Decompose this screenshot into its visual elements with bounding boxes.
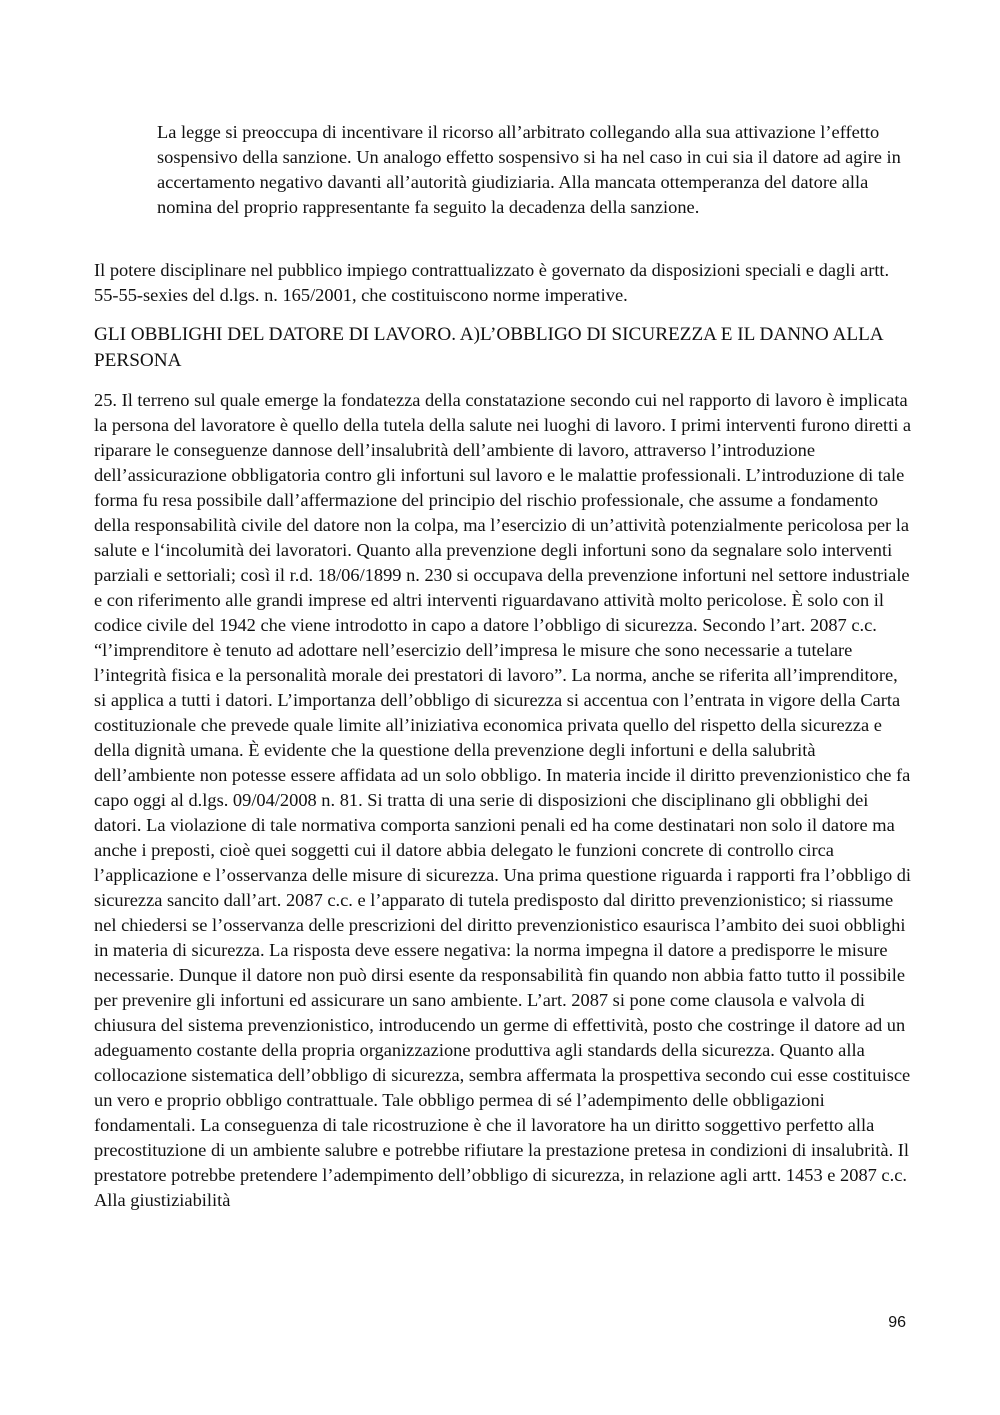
section-heading: GLI OBBLIGHI DEL DATORE DI LAVORO. A)L’OBBLIGO DI SICUREZZA E IL DANNO ALLA PERSONA xyxy=(94,324,883,371)
paragraph-25: 25. Il terreno sul quale emerge la fondatezza della constatazione secondo cui nel rapporto di lavoro è implicata la persona del lavoratore è quello della tutela della salute nei luoghi di lavoro. I primi interventi furono diretti a riparare le conseguenze dannose dell’insalubrità dell’ambiente di lavoro, attraverso l’introduzione dell’assicurazione obbligatoria contro gli infortuni sul lavoro e le malattie professionali. L’introduzione di tale forma fu resa possibile dall’affermazione del principio del rischio professionale, che assume a fondamento della responsabilità civile del datore non la colpa, ma l’esercizio di un’attività potenzialmente pericolosa per la salute e l‘incolumità dei lavoratori. Quanto alla prevenzione degli infortuni sono da segnalare solo interventi parziali e settoriali; così il r.d. 18/06/1899 n. 230 si occupava della prevenzione infortuni nel settore industriale e con riferimento alle grandi imprese ed altri interventi riguardavano attività molto pericolose. È solo con il codice civile del 1942 che viene introdotto in capo a datore l’obbligo di sicurezza. Secondo l’art. 2087 c.c. “l’imprenditore è tenuto ad adottare nell’esercizio dell’impresa le misure che sono necessarie a tutelare l’integrità fisica e la personalità morale dei prestatori di lavoro”. La norma, anche se riferita all’imprenditore, si applica a tutti i datori. L’importanza dell’obbligo di sicurezza si accentua con l’entrata in vigore della Carta costituzionale che prevede quale limite all’iniziativa economica privata quello del rispetto della sicurezza e della dignità umana. È evidente che la questione della prevenzione degli infortuni e della salubrità dell’ambiente non potesse essere affidata ad un solo obbligo. In materia incide il diritto prevenzionistico che fa capo oggi al d.lgs. 09/04/2008 n. 81. Si tratta di una serie di disposizioni che disciplinano gli obblighi dei datori. La violazione di tale normativa comporta sanzioni penali ed ha come destinatari non solo il datore ma anche i preposti, cioè quei soggetti cui il datore abbia delegato le funzioni concrete di controllo circa l’applicazione e l’osservanza delle misure di sicurezza. Una prima questione riguarda i rapporti fra l’obbligo di sicurezza sancito dall’art. 2087 c.c. e l’apparato di tutela predisposto dal diritto prevenzionistico; si riassume nel chiedersi se l’osservanza delle prescrizioni del diritto prevenzionistico esaurisca l’ambito dei suoi obblighi in materia di sicurezza. La risposta deve essere negativa: la norma impegna il datore a predisporre le misure necessarie. Dunque il datore non può dirsi esente da responsabilità fin quando non abbia fatto tutto il possibile per prevenire gli infortuni ed assicurare un sano ambiente. L’art. 2087 si pone come clausola e valvola di chiusura del sistema prevenzionistico, introducendo un germe di effettività, posto che costringe il datore ad un adeguamento costante della propria organizzazione produttiva agli standards della sicurezza. Quanto alla collocazione sistematica dell’obbligo di sicurezza, sembra affermata la prospettiva secondo cui esse costituisce un vero e proprio obbligo contrattuale. Tale obbligo permea di sé l’adempimento delle obbligazioni fondamentali. La conseguenza di tale ricostruzione è che il lavoratore ha un diritto soggettivo perfetto alla precostituzione di un ambiente salubre e potrebbe rifiutare la prestazione pretesa in condizioni di insalubrità. Il prestatore potrebbe pretendere l’adempimento dell’obbligo di sicurezza, in relazione agli artt. 1453 e 2087 c.c. Alla giustiziabilità xyxy=(94,390,912,1210)
page-number: 96 xyxy=(888,1314,906,1331)
paragraph-potere-disciplinare: Il potere disciplinare nel pubblico impiego contrattualizzato è governato da disposizioni speciali e dagli artt. 55-55-sexies del d.lgs. n. 165/2001, che costituiscono norme imperative. xyxy=(94,260,890,305)
indented-paragraph: La legge si preoccupa di incentivare il ricorso all’arbitrato collegando alla sua attivazione l’effetto sospensivo della sanzione. Un analogo effetto sospensivo si ha nel caso in cui sia il datore ad agire in accertamento negativo davanti all’autorità giudiziaria. Alla mancata ottemperanza del datore alla nomina del proprio rappresentante fa seguito la decadenza della sanzione. xyxy=(157,122,901,217)
